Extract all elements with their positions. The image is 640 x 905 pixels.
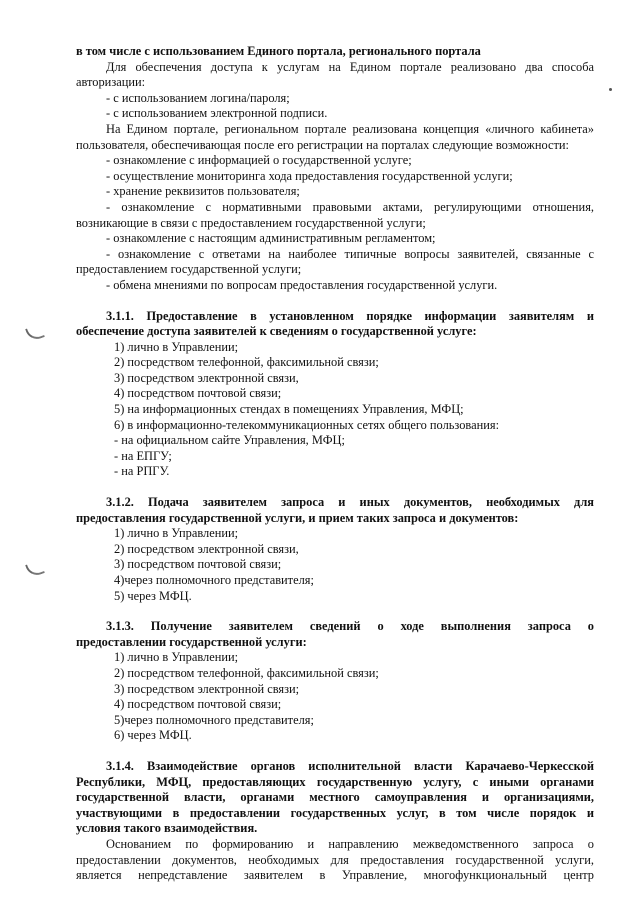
section-heading-tail: в том числе с использованием Единого портала, регионального портала: [76, 44, 481, 58]
section-heading: обеспечение доступа заявителей к сведениям о государственной услуге:: [76, 324, 477, 339]
list-item: 1) лично в Управлении;: [114, 526, 239, 541]
document-page: [76, 44, 594, 884]
paragraph-line: Для обеспечения доступа к услугам на Едином портале реализовано два способа: [106, 59, 594, 74]
list-item: - ознакомление с ответами на наиболее типичные вопросы заявителей, связанные с: [106, 246, 594, 261]
list-item: 2) посредством телефонной, факсимильной связи;: [114, 355, 379, 370]
section-heading: условия такого взаимодействия.: [76, 821, 258, 836]
section-heading: 3.1.3. Получение заявителем сведений о ходе выполнения запроса о: [106, 619, 594, 634]
list-item: 3) посредством электронной связи,: [114, 370, 299, 385]
list-item: 4)через полномочного представителя;: [114, 573, 314, 587]
list-item: - ознакомление с настоящим административным регламентом;: [106, 231, 436, 246]
list-item: - осуществление мониторинга хода предоставления государственной услуги;: [106, 168, 513, 183]
list-item: - с использованием электронной подписи.: [106, 106, 328, 121]
section-heading: государственной власти, органами местного самоуправления и организациями,: [76, 790, 594, 805]
list-item: 3) посредством почтовой связи;: [114, 557, 282, 572]
section-heading: предоставления государственной услуги, и прием таких запроса и документов:: [76, 510, 519, 525]
list-item: 4) посредством почтовой связи;: [114, 697, 282, 712]
section-heading: участвующими в предоставлении государственных услуг, в том числе порядок и: [76, 805, 594, 820]
paragraph-line: предоставлении документов, необходимых для предоставления государственной услуги,: [76, 852, 594, 867]
section-heading: 3.1.4. Взаимодействие органов исполнительной власти Карачаево-Черкесской: [106, 758, 594, 773]
list-item: 5)через полномочного представителя;: [114, 712, 314, 727]
section-heading: предоставлении государственной услуги:: [76, 634, 307, 649]
paragraph-line: Основанием по формированию и направлению межведомственного запроса о: [106, 836, 594, 851]
list-item: 6) через МФЦ.: [114, 728, 192, 743]
list-item: 1) лично в Управлении;: [114, 339, 239, 354]
list-item: - ознакомление с нормативными правовыми актами, регулирующими отношения,: [106, 199, 594, 214]
punch-hole-mark-top: [25, 324, 45, 343]
list-item: 2) посредством телефонной, факсимильной связи;: [114, 665, 379, 680]
list-item: 1) лично в Управлении;: [114, 650, 239, 665]
list-item: - на РПГУ.: [114, 464, 170, 479]
list-item: - на официальном сайте Управления, МФЦ;: [114, 433, 345, 448]
list-item: 2) посредством электронной связи,: [114, 541, 299, 556]
section-heading: 3.1.2. Подача заявителем запроса и иных документов, необходимых для: [106, 495, 594, 510]
list-item: - обмена мнениями по вопросам предоставления государственной услуги.: [106, 277, 498, 292]
list-item: 5) через МФЦ.: [114, 588, 192, 603]
paragraph-line: На Едином портале, региональном портале реализована концепция «личного кабинета»: [106, 121, 594, 136]
list-item: предоставлением государственной услуги;: [76, 262, 302, 277]
list-item: - ознакомление с информацией о государственной услуге;: [106, 153, 412, 168]
section-heading: 3.1.1. Предоставление в установленном порядке информации заявителям и: [106, 308, 594, 323]
paragraph-line: пользователя, обеспечивающая после его регистрации на порталах следующие возможности:: [76, 137, 569, 152]
punch-hole-mark-bottom: [25, 560, 45, 579]
paragraph-line: авторизации:: [76, 75, 146, 90]
list-item: 6) в информационно-телекоммуникационных сетях общего пользования:: [114, 417, 500, 432]
list-item: 4) посредством почтовой связи;: [114, 386, 282, 401]
list-item: - хранение реквизитов пользователя;: [106, 184, 300, 199]
section-heading: Республики, МФЦ, предоставляющих государственную услугу, с иными органами: [76, 774, 594, 789]
list-item: 5) на информационных стендах в помещениях Управления, МФЦ;: [114, 402, 464, 417]
list-item: 3) посредством электронной связи;: [114, 681, 300, 696]
list-item: возникающие в связи с предоставлением государственной услуги;: [76, 215, 426, 230]
list-item: - на ЕПГУ;: [114, 448, 172, 463]
margin-dot: [609, 88, 612, 91]
paragraph-line: является непредставление заявителем в Управление, многофункциональный центр: [76, 868, 594, 883]
list-item: - с использованием логина/пароля;: [106, 90, 290, 105]
